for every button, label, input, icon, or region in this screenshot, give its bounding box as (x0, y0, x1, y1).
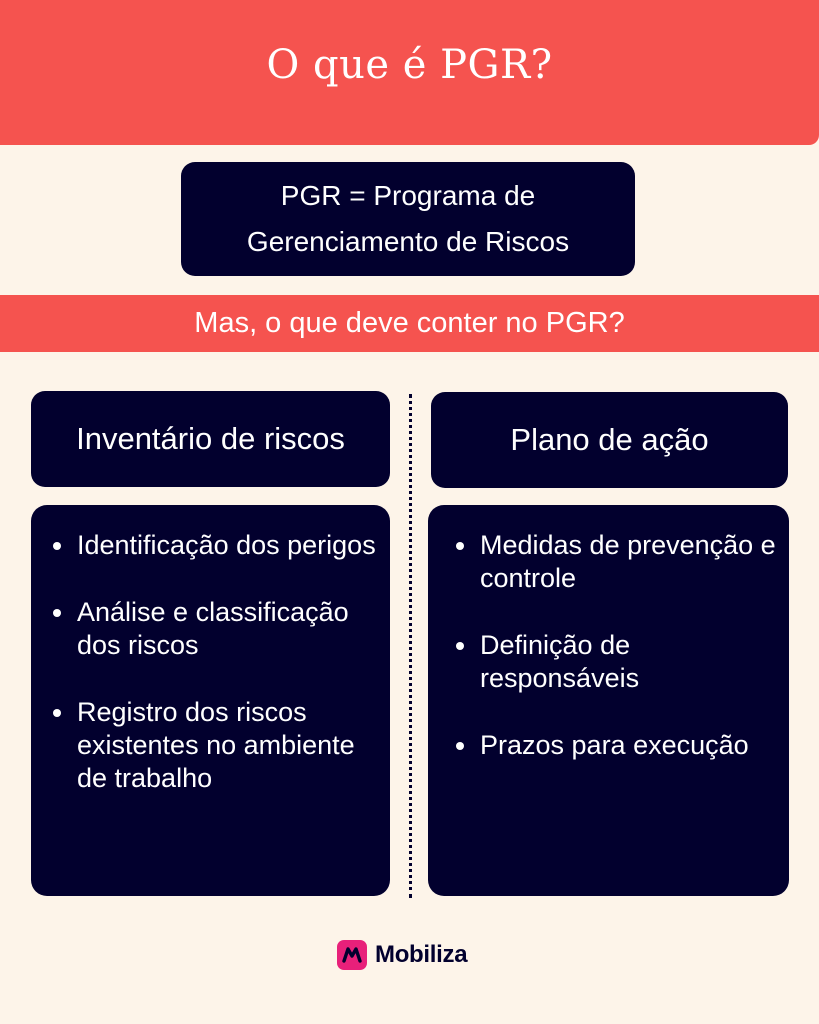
list-item: Registro dos riscos existentes no ambiente de trabalho (51, 696, 380, 795)
definition-line-2: Gerenciamento de Riscos (246, 226, 570, 257)
list-item: Identificação dos perigos (51, 529, 380, 562)
inventory-list (51, 529, 380, 795)
list-item: Análise e classificação dos riscos (51, 596, 380, 662)
definition-line-1: PGR = Programa de (280, 180, 536, 211)
brand-name: Mobiliza (375, 941, 468, 968)
mobiliza-icon (337, 940, 367, 970)
action-plan-title: Plano de ação (510, 422, 709, 457)
action-plan-list (454, 529, 781, 762)
subtitle-banner (0, 295, 819, 352)
action-plan-list-box (428, 505, 789, 896)
column-divider (409, 394, 412, 898)
subtitle-text: Mas, o que deve conter no PGR? (194, 307, 625, 339)
list-item: Medidas de prevenção e controle (454, 529, 781, 595)
inventory-title: Inventário de riscos (76, 421, 345, 456)
title-banner (0, 0, 819, 145)
brand-logo (337, 936, 467, 974)
page-title: O que é PGR? (266, 41, 553, 88)
inventory-header (31, 391, 390, 487)
list-item: Prazos para execução (454, 729, 781, 762)
definition-box (181, 162, 635, 276)
list-item: Definição de responsáveis (454, 629, 781, 695)
action-plan-header (431, 392, 788, 488)
inventory-list-box (31, 505, 390, 896)
